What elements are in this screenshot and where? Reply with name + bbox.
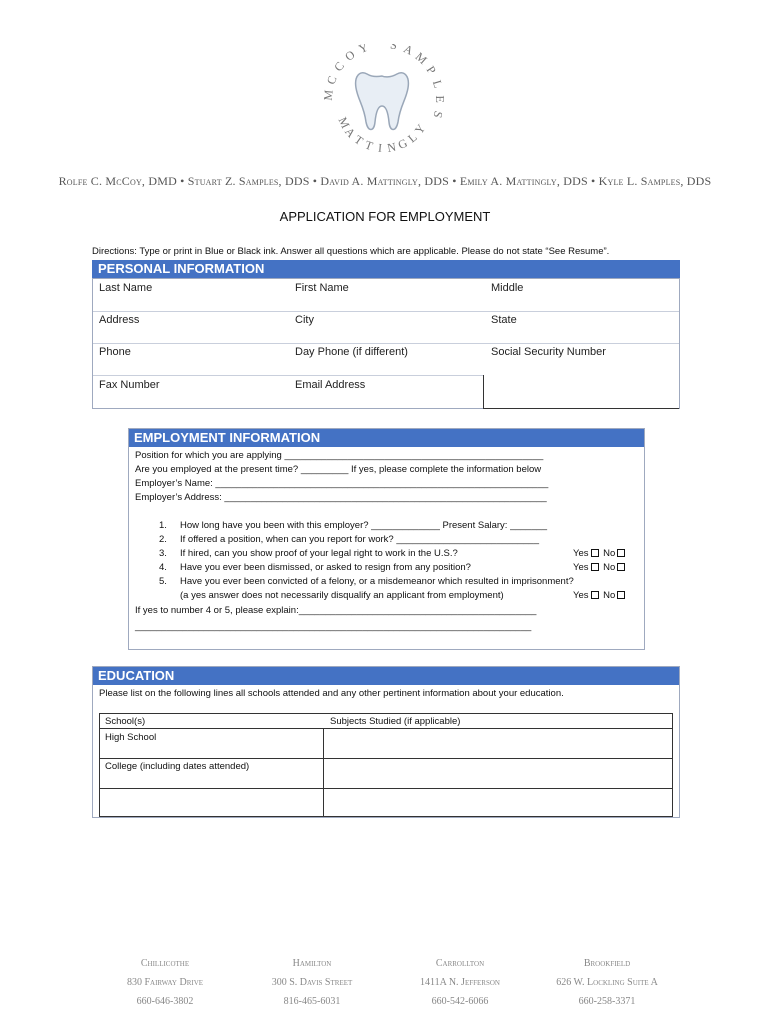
logo-letter: Y [411,121,429,137]
education-instructions: Please list on the following lines all schools attended and any other pertinent information about your education. [99,688,564,699]
position-applying-field[interactable]: Position for which you are applying _________________________________________________ [135,450,544,461]
employment-info-heading: EMPLOYMENT INFORMATION [128,429,645,447]
logo-letter: C [331,59,348,74]
subjects-column-header: Subjects Studied (if applicable) [330,716,461,727]
office-hamilton [237,954,387,1011]
ssn-field[interactable]: Social Security Number [491,346,606,358]
state-field[interactable]: State [491,314,517,326]
no-label: No [603,590,616,601]
education-table [99,713,673,817]
email-address-field[interactable]: Email Address [295,379,366,391]
phone-field[interactable]: Phone [99,346,131,358]
explain-field[interactable]: If yes to number 4 or 5, please explain:_____________________________________________ [135,605,537,616]
office-city: Brookfield [583,958,631,969]
logo-letter: Y [356,44,370,57]
employed-present-field[interactable]: Are you employed at the present time? _________ If yes, please complete the information below [135,464,542,475]
first-name-field[interactable]: First Name [295,282,349,294]
office-street: 1411A N. Jefferson [420,977,500,988]
logo-letter: S [430,109,446,120]
office-city: Carrollton [435,958,485,969]
question-3-options [573,548,627,559]
employer-address-field[interactable]: Employer’s Address: _____________________________________________________________ [135,492,547,503]
question-number: 2. [159,534,167,545]
office-street: 830 Fairway Drive [126,977,204,988]
high-school-cell[interactable]: High School [105,732,157,743]
question-1-field[interactable]: How long have you been with this employer? _____________ Present Salary: _______ [180,520,548,531]
logo-letter: A [401,44,416,58]
school-column-header: School(s) [105,716,146,727]
logo-letter: O [342,47,358,64]
logo-letter: N [386,139,398,156]
question-number: 3. [159,548,167,559]
college-cell[interactable]: College (including dates attended) [105,761,250,772]
yes-label: Yes [573,562,589,573]
logo-letter: G [395,135,410,153]
question-number: 5. [159,576,167,587]
question-number: 4. [159,562,167,573]
question-5-options [573,590,627,601]
practice-logo [322,44,452,164]
question-4-options [573,562,627,573]
yes-checkbox[interactable] [591,591,599,599]
office-street: 300 S. Davis Street [271,977,353,988]
office-city: Hamilton [292,958,332,969]
directions-text: Directions: Type or print in Blue or Black ink. Answer all questions which are applicable. Please do not state “See Resume”. [92,246,610,257]
logo-letter: M [335,114,353,131]
office-phone: 816-465-6031 [283,996,341,1007]
logo-letter: A [342,124,359,141]
no-checkbox[interactable] [617,563,625,571]
question-number: 1. [159,520,167,531]
logo-letter: T [363,137,375,154]
office-phone: 660-258-3371 [578,996,636,1007]
office-carrollton [385,954,535,1011]
fax-number-field[interactable]: Fax Number [99,379,160,391]
city-field[interactable]: City [295,314,314,326]
day-phone-field[interactable]: Day Phone (if different) [295,346,408,358]
no-checkbox[interactable] [617,549,625,557]
office-phone: 660-646-3802 [136,996,194,1007]
question-4-text: Have you ever been dismissed, or asked to resign from any position? [180,562,471,573]
page-title: APPLICATION FOR EMPLOYMENT [279,209,491,224]
logo-letter: S [389,44,399,53]
middle-name-field[interactable]: Middle [491,282,524,294]
yes-label: Yes [573,590,589,601]
logo-letter: C [323,73,340,87]
yes-label: Yes [573,548,589,559]
logo-letter: L [405,130,420,146]
logo-letter: T [351,132,366,148]
yes-checkbox[interactable] [591,563,599,571]
yes-checkbox[interactable] [591,549,599,557]
personal-info-heading: PERSONAL INFORMATION [92,260,680,278]
tooth-icon [356,73,409,130]
logo-letter: E [432,95,448,103]
question-5-note: (a yes answer does not necessarily disqualify an applicant from employment) [180,590,504,601]
employment-info-box [128,428,645,650]
question-2-field[interactable]: If offered a position, when can you report for work? ___________________________ [180,534,539,545]
personal-info-table [92,278,680,409]
office-chillicothe [90,954,240,1011]
address-field[interactable]: Address [99,314,140,326]
question-3-text: If hired, can you show proof of your legal right to work in the U.S.? [180,548,458,559]
no-label: No [603,548,616,559]
logo-letter: P [423,63,439,77]
logo-letter: M [322,89,336,102]
office-city: Chillicothe [140,958,190,969]
logo-letter: I [377,140,383,155]
no-label: No [603,562,616,573]
no-checkbox[interactable] [617,591,625,599]
office-phone: 660-542-6066 [431,996,489,1007]
logo-letter: L [429,78,446,90]
last-name-field[interactable]: Last Name [99,282,153,294]
question-5-text: Have you ever been convicted of a felony, or a misdemeanor which resulted in imprisonment? [180,576,574,587]
doctors-list: Rolfe C. McCoy, DMD • Stuart Z. Samples, DDS • David A. Mattingly, DDS • Emily A. Mattingly, DDS • Kyle L. Samples, DDS [58,174,712,188]
logo-letter: M [412,49,430,67]
education-heading: EDUCATION [92,667,680,685]
explain-line[interactable]: ___________________________________________________________________________ [135,621,532,632]
office-street: 626 W. Lockling Suite A [556,977,658,988]
employer-name-field[interactable]: Employer’s Name: _______________________________________________________________ [135,478,549,489]
office-brookfield [532,954,682,1011]
